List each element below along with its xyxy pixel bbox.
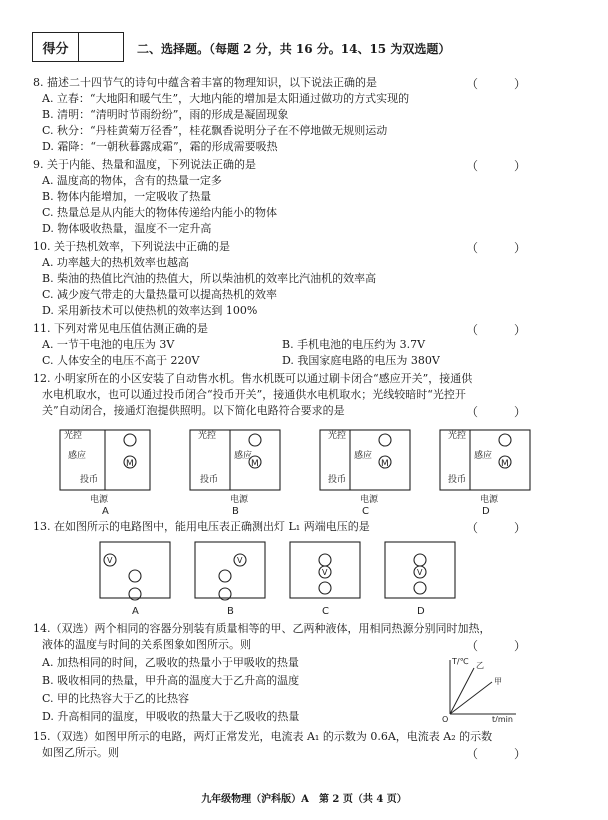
q12c-motor-label: M [381, 459, 389, 469]
q11-option-b: B. 手机电池的电压约为 3.7V [282, 338, 426, 351]
q14-stem-2: 液体的温度与时间的关系图象如图所示。则 [42, 638, 251, 651]
q11-option-a: A. 一节干电池的电压为 3V [42, 338, 175, 351]
q14-graph-line2: 甲 [494, 677, 502, 686]
q12b-power-label: 电源 [230, 495, 249, 505]
q12c-coin-label: 投币 [328, 475, 347, 485]
q14-option-a: A. 加热相同的时间，乙吸收的热量小于甲吸收的热量 [42, 656, 299, 669]
q9-option-d: D. 物体吸收热量，温度不一定升高 [42, 222, 212, 235]
q8-option-d: D. 霜降：“一朝秋暮露成霜”，霜的形成需要吸热 [42, 140, 278, 153]
q8-option-c: C. 秋分：“丹桂黄菊万径香”，桂花飘香说明分子在不停地做无规则运动 [42, 124, 388, 137]
q14-option-c: C. 甲的比热容大于乙的比热容 [42, 692, 190, 705]
q13c-voltmeter: V [322, 568, 328, 577]
q12-choice-b: B [232, 506, 239, 516]
q13a-voltmeter: V [107, 556, 113, 565]
q12-circuits [50, 424, 550, 516]
q12c-light-label: 光控 [328, 431, 347, 441]
q9-stem: 9. 关于内能、热量和温度，下列说法正确的是 [33, 158, 256, 171]
q12a-light-label: 光控 [64, 431, 83, 441]
q8-stem: 8. 描述二十四节气的诗句中蕴含着丰富的物理知识，以下说法正确的是 [33, 76, 377, 89]
q12-choice-a: A [102, 506, 109, 516]
q12c-power-label: 电源 [360, 495, 379, 505]
q10-answer: （ ） [466, 241, 527, 255]
q12-answer: （ ） [466, 405, 527, 419]
q12a-power-label: 电源 [90, 495, 109, 505]
q14-graph-y-label: T/℃ [452, 657, 469, 666]
q14-graph-origin: O [442, 715, 449, 722]
q12-choice-c: C [362, 506, 369, 516]
q10-option-c: C. 减少废气带走的大量热量可以提高热机的效率 [42, 288, 278, 301]
q14-answer: （ ） [466, 639, 527, 653]
q12-stem-3: 关”自动闭合，接通灯泡提供照明。以下简化电路符合要求的是 [42, 404, 345, 417]
q9-option-b: B. 物体内能增加，一定吸收了热量 [42, 190, 212, 203]
q12-stem-2: 水电机取水，也可以通过投币闭合“投币开关”，接通供水电机取水；光线较暗时“光控开 [42, 388, 466, 401]
section-title: 二、选择题。（每题 2 分，共 16 分。14、15 为双选题） [137, 42, 451, 56]
q14-graph-x-label: t/min [492, 715, 513, 722]
q11-answer: （ ） [466, 323, 527, 337]
q15-answer: （ ） [466, 747, 527, 761]
q8-option-b: B. 清明：“清明时节雨纷纷”，雨的形成是凝固现象 [42, 108, 289, 121]
q13-choice-d: D [417, 606, 425, 616]
q10-option-d: D. 采用新技术可以使热机的效率达到 100% [42, 304, 258, 317]
q14-graph [436, 654, 522, 722]
q9-answer: （ ） [466, 159, 527, 173]
q12d-power-label: 电源 [480, 495, 499, 505]
q12-choice-d: D [482, 506, 490, 516]
q11-option-c: C. 人体安全的电压不高于 220V [42, 354, 200, 367]
q13-choice-a: A [132, 606, 139, 616]
q14-stem-1: 14.（双选）两个相同的容器分别装有质量相等的甲、乙两种液体，用相同热源分别同时加热， [33, 622, 491, 635]
q8-option-a: A. 立春：“大地阳和暖气生”，大地内能的增加是太阳通过做功的方式实现的 [42, 92, 410, 105]
q12d-light-label: 光控 [448, 431, 467, 441]
q14-option-d: D. 升高相同的温度，甲吸收的热量大于乙吸收的热量 [42, 710, 300, 723]
q12b-motor-label: M [251, 459, 259, 469]
q12d-motor-label: M [501, 459, 509, 469]
q12d-coin-label: 投币 [448, 475, 467, 485]
q10-option-a: A. 功率越大的热机效率也越高 [42, 256, 189, 269]
q13-stem: 13. 在如图所示的电路图中，能用电压表正确测出灯 L₁ 两端电压的是 [33, 520, 370, 533]
q9-option-c: C. 热量总是从内能大的物体传递给内能小的物体 [42, 206, 278, 219]
q8-answer: （ ） [466, 77, 527, 91]
q12a-sensor-label: 感应 [68, 451, 87, 461]
q13-choice-b: B [227, 606, 234, 616]
q11-stem: 11. 下列对常见电压值估测正确的是 [33, 322, 208, 335]
q12c-sensor-label: 感应 [354, 451, 373, 461]
q11-option-d: D. 我国家庭电路的电压为 380V [282, 354, 440, 367]
score-label: 得分 [33, 33, 79, 61]
q13-circuits [90, 538, 470, 616]
q12b-light-label: 光控 [198, 431, 217, 441]
score-box [32, 32, 124, 62]
q9-option-a: A. 温度高的物体，含有的热量一定多 [42, 174, 222, 187]
q13b-voltmeter: V [237, 556, 243, 565]
q12a-coin-label: 投币 [80, 475, 99, 485]
q15-stem-1: 15.（双选）如图甲所示的电路，两灯正常发光，电流表 A₁ 的示数为 0.6A，电流表 A₂ 的示数 [33, 730, 493, 743]
q13d-voltmeter: V [417, 568, 423, 577]
q12b-sensor-label: 感应 [234, 451, 253, 461]
q14-option-b: B. 吸收相同的热量，甲升高的温度大于乙升高的温度 [42, 674, 300, 687]
q15-stem-2: 如图乙所示。则 [42, 746, 119, 759]
q13-answer: （ ） [466, 521, 527, 535]
q12b-coin-label: 投币 [200, 475, 219, 485]
q14-graph-line1: 乙 [476, 661, 484, 670]
q12d-sensor-label: 感应 [474, 451, 493, 461]
q12-stem-1: 12. 小明家所在的小区安装了自动售水机。售水机既可以通过刷卡闭合“感应开关”，接通供 [33, 372, 473, 385]
score-blank [79, 33, 123, 61]
page-footer: 九年级物理（沪科版）A 第 2 页（共 4 页） [201, 794, 407, 805]
q12a-motor-label: M [126, 459, 134, 469]
q13-choice-c: C [322, 606, 329, 616]
q10-stem: 10. 关于热机效率，下列说法中正确的是 [33, 240, 230, 253]
q10-option-b: B. 柴油的热值比汽油的热值大，所以柴油机的效率比汽油机的效率高 [42, 272, 377, 285]
